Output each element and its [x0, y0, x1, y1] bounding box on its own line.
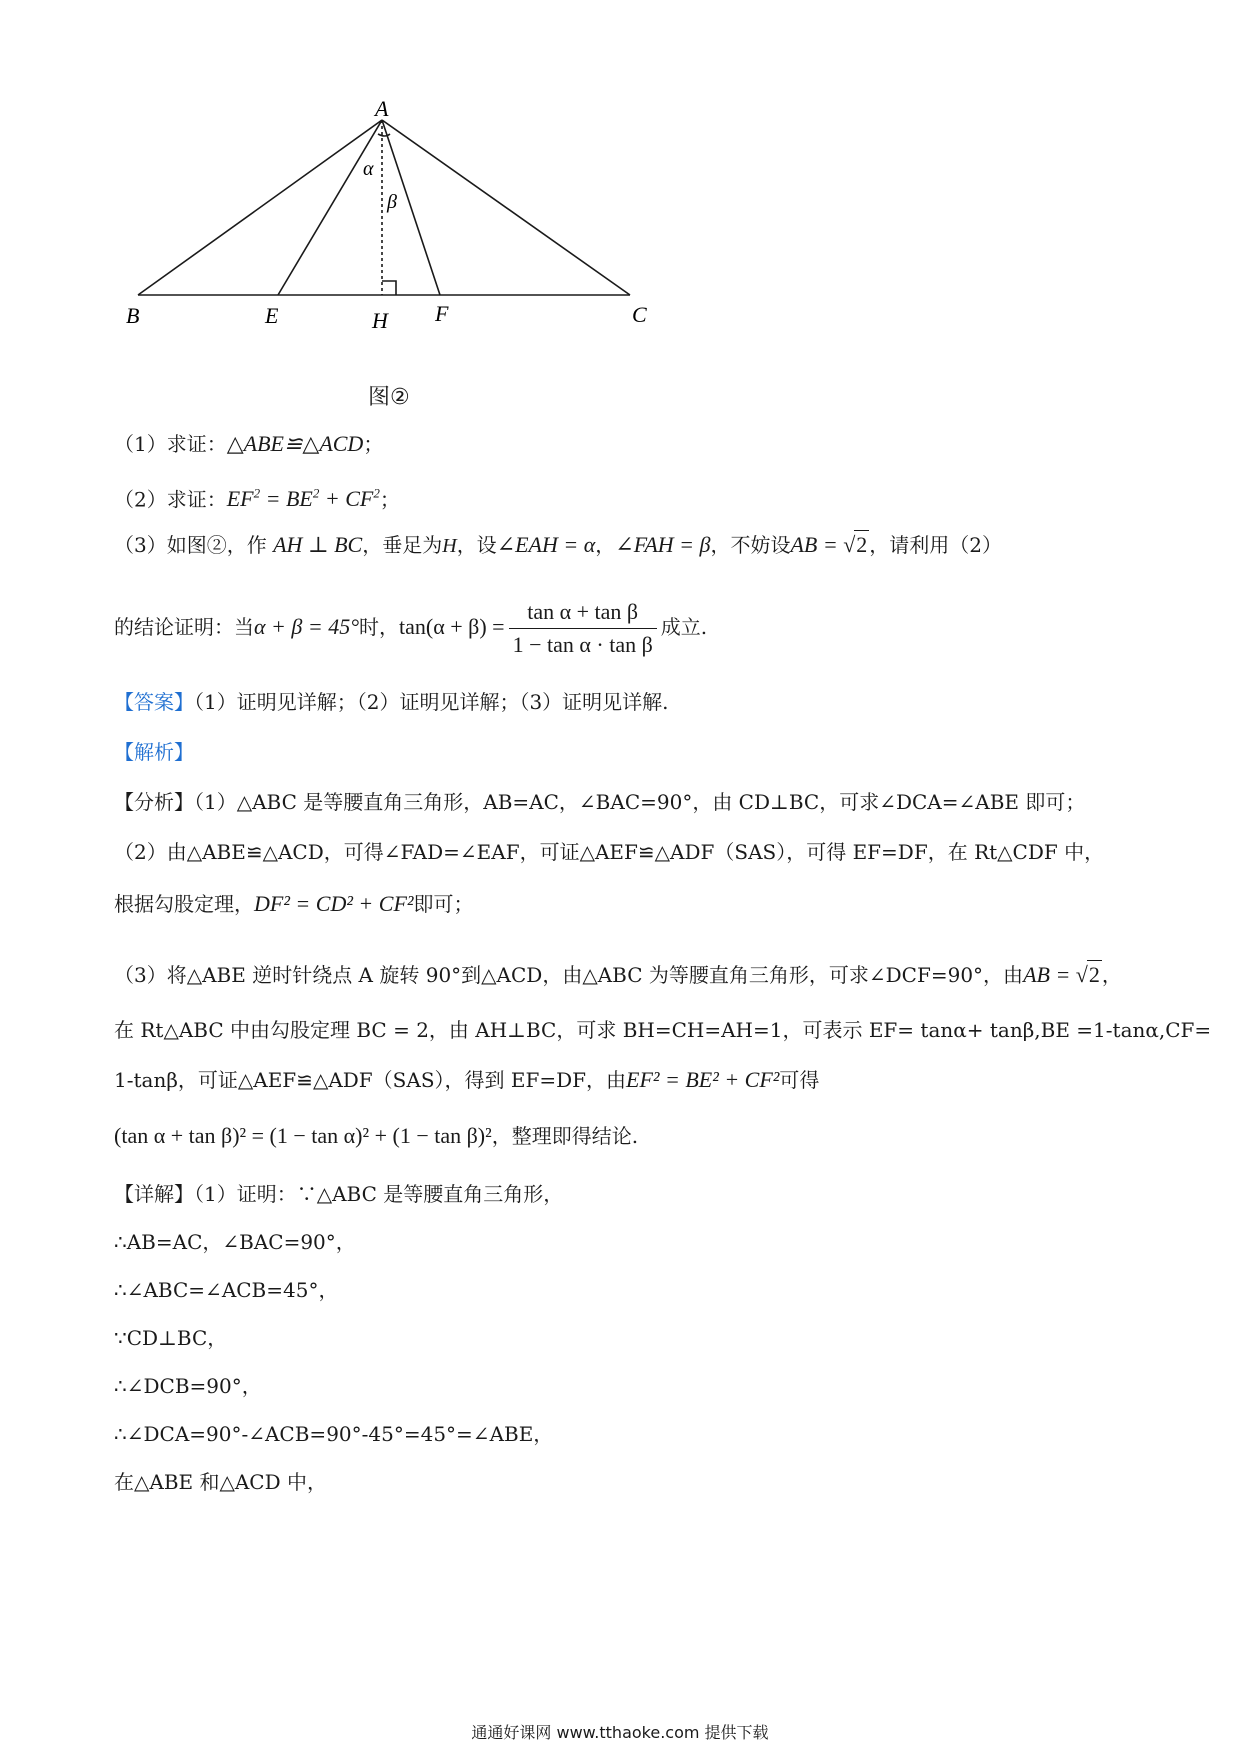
segment-ac [382, 120, 630, 295]
angle-arc [378, 134, 390, 136]
segment-ae [278, 120, 382, 295]
question-3-line-1: （3）如图②，作 AH ⊥ BC，垂足为H，设∠EAH = α，∠FAH = β，不妨设AB = √2 ，请利用（2） [114, 532, 1002, 557]
analysis-line-2: （2）由△ABE≌△ACD，可得∠FAD=∠EAF，可证△AEF≌△ADF（SAS），可得 EF=DF，在 Rt△CDF 中， [114, 840, 1105, 864]
label-c: C [632, 302, 647, 327]
label-beta: β [387, 191, 397, 213]
analysis-line-4: （3）将△ABE 逆时针绕点 A 旋转 90°到△ACD，由△ABC 为等腰直角三角形，可求∠DCF=90°，由AB = √2 ， [114, 962, 1122, 987]
detail-line-6: ∴∠DCA=90°-∠ACB=90°-45°=45°=∠ABE， [114, 1422, 554, 1446]
question-3-line-2: 的结论证明：当α + β = 45°时，tan(α + β) = $\frac{\text{tan α + tan β}}{\text{1 − tan α · tan β}}$ 成立. [114, 599, 708, 657]
page-footer: 通通好课网 www.tthaoke.com 提供下载 [471, 1723, 769, 1742]
label-f: F [435, 301, 449, 326]
answer: 【答案】（1）证明见详解；（2）证明见详解；（3）证明见详解. [114, 690, 669, 714]
analysis-heading: 【解析】 [114, 740, 194, 764]
label-h: H [372, 308, 388, 333]
tan-sum-fraction: $\frac{\text{tan α + tan β}}{\text{1 − tan α · tan β}}$ [509, 598, 657, 659]
analysis-line-6: 1-tanβ，可证△AEF≌△ADF（SAS），得到 EF=DF，由EF² = BE² + CF²可得 [114, 1067, 820, 1092]
detail-line-1: 【详解】（1）证明：∵△ABC 是等腰直角三角形， [114, 1182, 564, 1206]
segment-ab [138, 120, 382, 295]
label-e: E [265, 303, 279, 328]
question-2: （2）求证：$EF^2 = BE^2 + CF^2$； [114, 486, 400, 512]
label-b: B [126, 303, 140, 328]
analysis-line-7: (tan α + tan β)² = (1 − tan α)² + (1 − tan β)²，整理即得结论. [114, 1123, 639, 1148]
right-angle-mark [382, 281, 396, 295]
question-1: （1）求证：△ABE≌△ACD； [114, 431, 384, 456]
detail-line-4: ∵CD⊥BC， [114, 1326, 228, 1350]
geometry-figure [110, 100, 670, 420]
analysis-line-1: 【分析】（1）△ABC 是等腰直角三角形，AB=AC，∠BAC=90°，由 CD⊥BC，可求∠DCA=∠ABE 即可； [114, 790, 1086, 814]
detail-line-3: ∴∠ABC=∠ACB=45°， [114, 1278, 339, 1302]
label-alpha: α [363, 158, 374, 180]
analysis-line-3: 根据勾股定理，DF² = CD² + CF²即可； [114, 891, 474, 916]
figure-caption: 图② [368, 385, 410, 410]
analysis-line-5: 在 Rt△ABC 中由勾股定理 BC = 2，由 AH⊥BC，可求 BH=CH=AH=1，可表示 EF= tanα+ tanβ,BE =1-tanα,CF= [114, 1018, 1212, 1042]
detail-line-2: ∴AB=AC，∠BAC=90°， [114, 1230, 356, 1254]
detail-line-5: ∴∠DCB=90°， [114, 1374, 262, 1398]
detail-line-7: 在△ABE 和△ACD 中， [114, 1470, 327, 1494]
label-a: A [375, 100, 389, 121]
